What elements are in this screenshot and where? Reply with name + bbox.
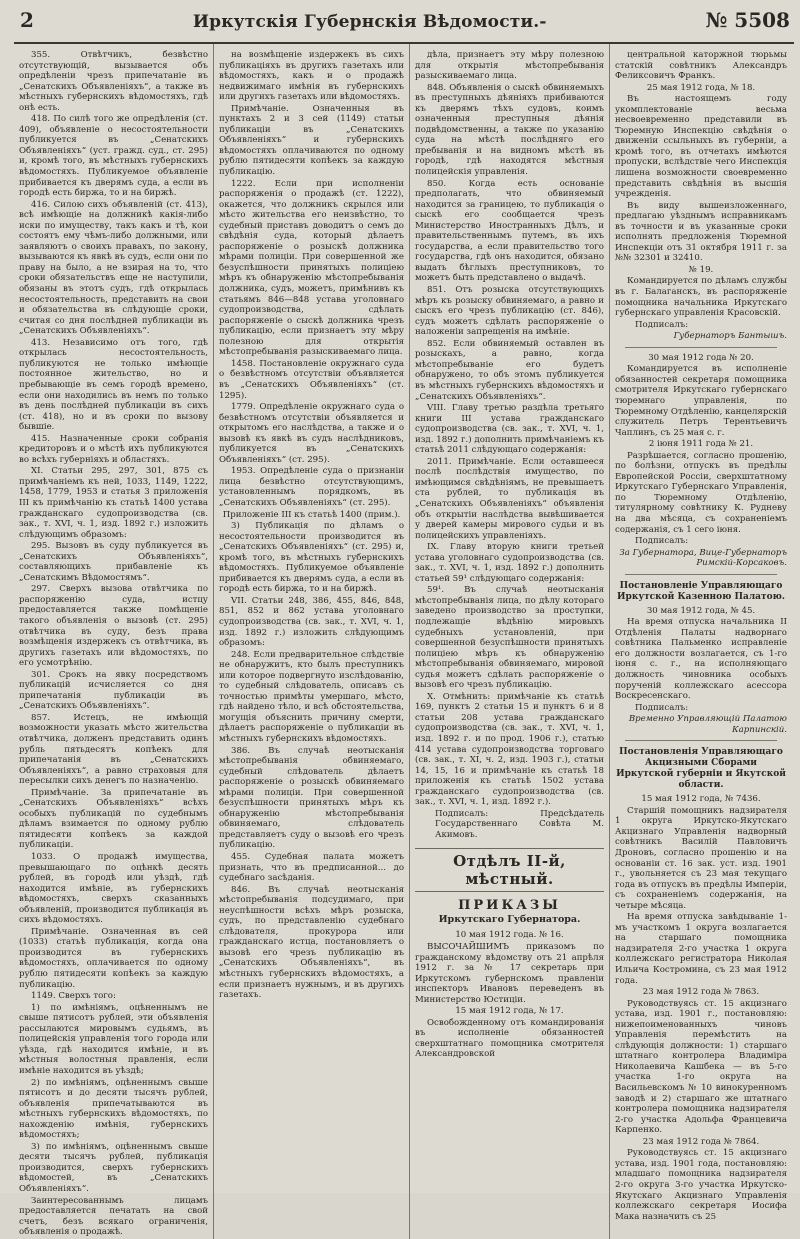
paragraph: Въ виду вышеизложеннаго, предлагаю уѣзднымъ исправникамъ въ точности и въ указанные сроки исполнять предложенія Тюремной Инспекціи отъ 31 октября 1911 г. за №№ 32301 и 32410. (615, 200, 787, 264)
paragraph: 850. Когда есть основаніе предполагать, что обвиняемый находится за границею, то публикація о сыскѣ его сообщается чрезъ Министерство Иностранныхъ Дѣлъ, и правительственнымъ путемъ, въ ихъ государства, а если правительство того государства, гдѣ онъ находится, обязано выдать бѣглыхъ преступниковъ, то можетъ быть представлено о выдачѣ. (415, 178, 604, 284)
paragraph: Старшій помощникъ надзирателя 1 округа Иркутско-Якутскаго Акцизнаго Управленія надворный совѣтникъ Василій Павловичъ Дроновъ, согласно прошенію и на основаніи ст. 16 зак. уст. изд. 1901 г., увольняется съ 23 мая текущаго года въ отпускъ въ предѣлы Имперіи, съ сохраненіемъ содержанія, на четыре мѣсяца. (615, 805, 787, 911)
signature-name: За Губернатора, Вице-Губернаторъ Римскій-Корсаковъ. (619, 547, 787, 569)
paragraph: центральной каторжной тюрьмы статскій совѣтникъ Александръ Феликсовичъ Франкъ. (615, 50, 787, 82)
paragraph: 59¹. Въ случаѣ неотысканія мѣстопребыванія лица, по дѣлу котораго заведено производство за проступки, подлежащіе вѣдѣнію мировыхъ судебныхъ установленій, при совершенной безуспѣшности принятыхъ полиціею мѣръ къ обнаруженію мѣстопребыванія обвиняемаго, мировой судья можетъ сдѣлать распоряженіе о вызовѣ его чрезъ публикацію. (415, 585, 604, 691)
orders-heading: ПРИКАЗЫ (458, 898, 561, 914)
signature-label: Подписалъ: (635, 702, 689, 713)
paragraph: 455. Судебная палата можетъ признать, что въ предписанной... до судебнаго засѣданія. (219, 852, 404, 884)
paragraph: VIII. Главу третью раздѣла третьяго книги III устава гражданскаго судопроизводства (св. зак., т. XVI, ч. 1, изд. 1892 г.) дополнить примѣчаніемъ къ статьѣ 2011 слѣдующаго содержанія: (415, 403, 604, 456)
paragraph: 851. Отъ розыска отсутствующихъ мѣръ къ розыску обвиняемаго, а равно и сыскъ его чрезъ публикацію (ст. 846), судъ можетъ сдѣлать распоряженіе о наложеніи запрещенія на имѣніе. (415, 285, 604, 338)
paragraph: ВЫСОЧАЙШИМЪ приказомъ по гражданскому вѣдомству отъ 21 апрѣля 1912 г. за № 17 секретарь при Иркутскомъ губернскомъ правленіи инспекторъ Ивановъ переведенъ въ Министерство Юстиціи. (415, 942, 604, 1005)
paragraph: 295. Вызовъ въ суду публикуется въ „Сенатскихъ Объявленіяхъ“, составляющихъ прибавленіе къ „Сенатскимъ Вѣдомостямъ“. (19, 541, 208, 583)
masthead (14, 8, 794, 44)
paragraph: Заинтересованнымъ лицамъ предоставляется печатать на свой счетъ, безъ всякаго ограниченія, объявленія о продажѣ. (19, 1195, 208, 1238)
paragraph: 2) по имѣніямъ, оцѣненнымъ свыше пятисотъ и до десяти тысячъ рублей, объявленія припечатываются въ мѣстныхъ губернскихъ вѣдомостяхъ, по нахожденію имѣнія, губернскихъ вѣдомостяхъ; (19, 1077, 208, 1141)
paragraph: Разрѣшается, согласно прошенію, по болѣзни, отпускъ въ предѣлы Европейской Россіи, сверхштатному Иркутскаго Губернскаго Управленія, по Тюремному Отдѣленію, титулярному совѣтнику К. Рудневу на два мѣсяца, съ сохраненіемъ содержанія, съ 1 сего іюня. (615, 450, 787, 535)
paragraph: 1458. Постановленіе окружнаго суда о безвѣстномъ отсутствіи объявляется въ „Сенатскихъ Объявленіяхъ“ (ст. 1295). (219, 358, 404, 401)
centered-line: 15 мая 1912 года, № 7436. (641, 794, 761, 805)
paragraph: 386. Въ случаѣ неотысканія мѣстопребыванія обвиняемаго, судебный слѣдователь дѣлаетъ распоряженіе о розыскѣ обвиняемаго мѣрами полиціи. При совершенной безуспѣшности принятыхъ мѣръ къ обнаруженію мѣстопребыванія обвиняемаго, слѣдователь представляетъ суду о вызовѣ его чрезъ публикацію. (219, 745, 404, 851)
orders-subheading: Иркутскаго Губернатора. (438, 914, 581, 926)
paragraph: IX. Главу вторую книги третьей устава уголовнаго судопроизводства (св. зак., т. XVI, ч. 1, изд. 1892 г.) дополнить статьей 59¹ слѣдующаго содержанія: (415, 542, 604, 584)
paragraph: 848. Объявленія о сыскѣ обвиняемыхъ въ преступныхъ дѣяніяхъ прибиваются къ дверямъ тѣхъ судовъ, коимъ означенныя преступныя дѣянія подвѣдомственны, а также по указанію суда на мѣстѣ послѣдняго его пребыванія и на видномъ мѣстѣ въ городѣ, гдѣ находятся мѣстныя полицейскія управленія. (415, 82, 604, 178)
paragraph: 248. Если предварительное слѣдствіе не обнаружитъ, кто былъ преступникъ или которое подвергнуто изслѣдованію, то судебный слѣдователь, описавъ съ точностью примѣты умершаго, мѣсто, гдѣ найдено тѣло, и всѣ обстоятельства, могущія объяснить причину смерти, дѣлаетъ распоряженіе о публикаціи въ мѣстныхъ губернскихъ вѣдомостяхъ. (219, 649, 404, 744)
paragraph: 1) по имѣніямъ, оцѣненнымъ не свыше пятисотъ рублей, эти объявленія рассылаются мировымъ судьямъ, въ полицейскія управленія того города или уѣзда, гдѣ находится имѣніе, и въ мѣстныя волостныя правленія, если имѣніе находится въ уѣздѣ; (19, 1002, 208, 1076)
paragraph: Командируется по дѣламъ службы въ г. Балаганскъ, въ распоряженіе помощника начальника Иркутскаго губернскаго управленія Красовскій. (615, 276, 787, 319)
signature-label: Подписалъ: Предсѣдатель Государственнаго Совѣта М. Акимовъ. (435, 808, 604, 840)
centered-line: Приложеніе III къ статьѣ 1400 (прим.). (222, 509, 401, 520)
centered-line: 2 іюня 1911 года № 21. (648, 439, 754, 450)
paragraph: 415. Назначенные сроки собранія кредиторовъ и о мѣстѣ ихъ публикуются во всѣхъ губерніяхъ и областяхъ. (19, 433, 208, 465)
paragraph: 413. Независимо отъ того, гдѣ открылась несостоятельность, публикуются не только имѣющіе постоянное жительство, но и пребывающіе въ семъ городѣ времено, если они находились въ немъ по только въ день послѣдней публикаціи въ сихъ (ст. 418), но и въ сроки по вызову бывшіе. (19, 337, 208, 433)
paragraph: 846. Въ случаѣ неотысканія мѣстопребыванія подсудимаго, при неуспѣшности всѣхъ мѣръ розыска, судъ, по представленію судебнаго слѣдователя, прокурора или гражданскаго истца, постановляетъ о вызовѣ его чрезъ публикацію въ „Сенатскихъ Объявленіяхъ“, въ мѣстныхъ губернскихъ вѣдомостяхъ, а если признаетъ нужнымъ, и въ другихъ газетахъ. (219, 884, 404, 1001)
section-heading: Постановленіе Управляющаго Иркутской Казенною Палатою. (617, 580, 785, 602)
paragraph: XI. Статьи 295, 297, 301, 875 съ примѣчаніемъ къ ней, 1033, 1149, 1222, 1458, 1779, 1953 и статья 3 приложенія III къ примѣчанію къ статьѣ 1400 устава гражданскаго судопроизводства (св. зак., т. XVI, ч. 1, изд. 1892 г.) изложить слѣдующимъ образомъ: (19, 466, 208, 540)
paragraph: Примѣчаніе. За припечатаніе въ „Сенатскихъ Объявленіяхъ“ всѣхъ особыхъ публикацій по судебнымъ дѣламъ взимается по одному рублю пятидесяти копѣекъ за каждой публикаціи. (19, 787, 208, 851)
centered-line: 23 мая 1912 года № 7864. (642, 1136, 760, 1147)
divider (625, 347, 777, 348)
centered-line: 10 мая 1912 года. № 16. (455, 930, 564, 941)
paragraph: 416. Силою сихъ объявленій (ст. 413), всѣ имѣющіе на должникѣ какія-либо иски по имуществу, такъ какъ и тѣ, кои состоятъ ему чѣмъ-либо должными, или заявляютъ о своихъ правахъ, по закону, вызываются къ явкѣ въ судъ, если они по праву на было, а не взирая на то, что сроки обязательствъ еще не наступили, обязаны въ этотъ судъ, гдѣ открылась несостоятельность, представить на свои и обязательства въ слѣдующіе сроки, считая со дня послѣдней публикаціи въ „Сенатскихъ Объявленіяхъ“. (19, 199, 208, 337)
paragraph: Въ настоящемъ году укомплектованіе весьма несвоевременно представили въ Тюремную Инспекцію свѣдѣнія о движеніи ссыльныхъ въ губерніи, а кромѣ того, въ отчетахъ имѣются пропуски, вслѣдствіе чего Инспекція лишена возможности своевременно представить свѣдѣнія въ высшія учрежденія. (615, 94, 787, 200)
paragraph: дѣла, признаетъ эту мѣру полезною для открытія мѣстопребыванія разыскиваемаго лица. (415, 50, 604, 82)
paragraph: 1033. О продажѣ имущества, превышающаго по оцѣнкѣ десять рублей, въ городѣ или уѣздѣ, гдѣ находится имѣніе, въ губернскихъ вѣдомостяхъ, сверхъ сказанныхъ объявленій, производится публикація въ сихъ вѣдомостяхъ. (19, 852, 208, 926)
paragraph: Примѣчаніе. Означенныя въ пунктахъ 2 и 3 сей (1149) статьи публикаціи въ „Сенатскихъ Объявленіяхъ“ и губернскихъ вѣдомостяхъ оплачиваются по одному рублю пятидесяти копѣекъ за каждую публикацію. (219, 103, 404, 178)
paragraph: 301. Срокъ на явку посредствомъ публикацій исчисляется со дня припечатанія публикаціи въ „Сенатскихъ Объявленіяхъ“. (19, 669, 208, 712)
divider (625, 740, 777, 741)
signature-name: Губернаторъ Бантышъ. (673, 331, 787, 342)
department-heading: Отдѣлъ II-й, мѣстный. (415, 848, 604, 892)
column-4 (610, 44, 792, 1239)
signature-name: Временно Управляющій Палатою Карпинскій. (628, 714, 787, 735)
column-2 (214, 44, 410, 1239)
centered-line: 30 мая 1912 года № 20. (648, 352, 754, 363)
paragraph: На время отпуска начальника II Отдѣленія Палаты надворнаго совѣтника Пальменко исправленіе его должности возлагается, съ 1-го іюня с. г., на исполняющаго должность чиновника особыхъ порученій коллежскаго асессора Воскресенскаго. (615, 617, 787, 702)
centered-line: № 19. (688, 264, 714, 275)
paragraph: 1953. Опредѣленіе суда о признаніи лица безвѣстно отсутствующимъ, установленнымъ порядкомъ, въ „Сенатскихъ Объявленіяхъ“ (ст. 295). (219, 466, 404, 508)
paragraph: 2011. Примѣчаніе. Если оставшееся послѣ послѣдствія имущество, по имѣющимся свѣдѣніямъ, не превышаетъ ста рублей, то публикація въ „Сенатскихъ Объявленіяхъ“ объявленія объ открытіи наслѣдства вывѣшивается у дверей камеры мирового судьи и въ полицейскихъ управленіяхъ. (415, 456, 604, 541)
centered-line: 15 мая 1912 года, № 17. (455, 1006, 564, 1017)
issue-number: № 5508 (705, 8, 790, 32)
paragraph: На время отпуска завѣдываніе 1-мъ участкомъ 1 округа возлагается на старшаго помощника надзирателя 2-го участка 1 округа коллежскаго регистратора Николая Ильича Костромина, съ 23 мая 1912 года. (615, 912, 787, 986)
paragraph: Освобожденному отъ командированія въ исполненіе обязанностей сверхштатнаго помощника смотрителя Александровской (415, 1017, 604, 1060)
centered-line: 30 мая 1912 года, № 45. (646, 605, 756, 616)
page-number: 2 (20, 8, 34, 32)
paragraph: 3) по имѣніямъ, оцѣненнымъ свыше десяти тысячъ рублей, публикація производится, сверхъ губернскихъ вѣдомостей, въ „Сенатскихъ Объявленіяхъ“. (19, 1141, 208, 1194)
paragraph: Примѣчаніе. Означенная въ сей (1033) статьѣ публикація, когда она производится въ губернскихъ вѣдомостяхъ, оплачивается по одному рублю пятидесяти копѣекъ за каждую публикацію. (19, 926, 208, 990)
paragraph: 857. Истецъ, не имѣющій возможности указать мѣсто жительства отвѣтчика, долженъ представить одинъ рубль пятьдесятъ копѣекъ для припечатанія въ „Сенатскихъ Объявленіяхъ“, а равно страховыя для пересылки сихъ денегъ по назначенію. (19, 712, 208, 787)
column-1 (14, 44, 214, 1239)
paragraph: X. Отмѣнить: примѣчаніе къ статьѣ 169, пунктъ 2 статьи 15 и пунктъ 6 и 8 статьи 208 устава гражданскаго судопроизводства (св. зак., т. XVI, ч. 1, изд. 1892 г. и по прод. 1906 г.), статью 414 устава судопроизводства торговаго (св. зак., т. XI, ч. 2, изд. 1903 г.), статьи 14, 15, 16 и примѣчаніе къ статьѣ 18 приложенія къ статьѣ 1502 устава гражданскаго судопроизводства (св. зак., т. XVI, ч. 1, изд. 1892 г.). (415, 691, 604, 808)
section-heading: Постановленія Управляющаго Акцизными Сборами Иркутской губерніи и Якутской области. (616, 747, 786, 791)
paragraph: Руководствуясь ст. 15 акцизнаго устава, изд. 1901 г., постановляю: нижепоименованныхъ чиновъ Управленія перемѣстить на слѣдующія должности: 1) старшаго штатнаго контролера Владиміра Николаевича Кашбека — въ 5-го участка 1-го округа на Васильевскомъ № 10 винокуренномъ заводѣ и 2) старшаго же штатнаго контролера помощника надзирателя 2-го участка Адольфа Францевича Карпенко. (615, 998, 787, 1136)
paragraph: 852. Если обвиняемый оставлен въ розыскахъ, а равно, когда мѣстопребываніе его будетъ обнаружено, то объ этомъ публикуется въ мѣстныхъ губернскихъ вѣдомостяхъ и „Сенатскихъ Объявленіяхъ“. (415, 338, 604, 402)
signature-label: Подписалъ: (635, 319, 689, 330)
paragraph: 3) Публикація по дѣламъ о несостоятельности производится въ „Сенатскихъ Объявленіяхъ“ (ст. 295) и, кромѣ того, въ мѣстныхъ губернскихъ вѣдомостяхъ. Публикуемое объявленіе прибивается къ дверямъ суда, а если въ городѣ есть биржа, то и на биржѣ. (219, 521, 404, 595)
centered-line: 23 мая 1912 года № 7863. (642, 987, 760, 998)
paragraph: 1149. Сверхъ того: (31, 991, 116, 1002)
paragraph: VII. Статьи 248, 386, 455, 846, 848, 851, 852 и 862 устава уголовнаго судопроизводства (св. зак., т. XVI, ч. 1, изд. 1892 г.) изложить слѣдующимъ образомъ: (219, 595, 404, 649)
paragraph: 355. Отвѣтчикъ, безвѣстно отсутствующій, вызывается объ опредѣленіи чрезъ припечатаніе въ „Сенатскихъ Объявленіяхъ“, а также въ мѣстныхъ губернскихъ вѣдомостяхъ, гдѣ онѣ есть. (19, 50, 208, 113)
divider (625, 574, 777, 575)
signature-label: Подписалъ: (635, 536, 689, 547)
paragraph: 1779. Опредѣленіе окружнаго суда о безвѣстномъ отсутствіи объявляется и открытомъ его наслѣдства, а также и о вызовѣ къ явкѣ въ судъ наслѣдниковъ, публикуется въ „Сенатскихъ Объявленіяхъ“ (ст. 295). (219, 402, 404, 465)
newspaper-title: Иркутскія Губернскія Вѣдомости.- (192, 12, 547, 32)
paragraph: Командируется въ исполненіе обязанностей секретаря помощника смотрителя Иркутскаго губернскаго тюремнаго управленія, по Тюремному Отдѣленію, канцелярскій служитель Петръ Терентьевичъ Чаплинъ, съ 25 мая с. г. (615, 364, 787, 438)
paragraph: на возмѣщеніе издержекъ въ сихъ публикаціяхъ въ другихъ газетахъ или вѣдомостяхъ, какъ и о продажѣ недвижимаго имѣнія въ губернскихъ или другихъ газетахъ или вѣдомостяхъ. (219, 50, 404, 103)
paragraph: 1222. Если при исполненіи распоряженія о продажѣ (ст. 1222), окажется, что должникъ скрылся или мѣсто жительства его неизвѣстно, то судебный приставъ доводитъ о семъ до свѣдѣнія суда, который дѣлаетъ распоряженіе о розыскѣ должника мѣрами полиціи. При совершенной же безуспѣшности принятыхъ полиціею мѣръ къ обнаруженію мѣстопребыванія должника, судъ, можетъ, примѣнивъ къ статьямъ 846—848 устава уголовнаго судопроизводства, сдѣлать распоряженіе о сыскѣ должника чрезъ публикацію, если признаетъ эту мѣру полезною для открытія мѣстопребыванія разыскиваемаго лица. (219, 178, 404, 358)
text-columns (14, 44, 794, 1238)
paragraph: Руководствуясь ст. 15 акцизнаго устава, изд. 1901 года, постановляю: младшаго помощника надзирателя 2-го округа 3-го участка Иркутско-Якутскаго Акцизнаго Управленія коллежскаго секретаря Иосифа Мака назначить съ 25 (615, 1148, 787, 1222)
paragraph: 297. Сверхъ вызова отвѣтчика по распоряженію суда, истцу предоставляется также помѣщеніе такого объявленія о вызовѣ (ст. 295) отвѣтчика въ суду, безъ права возмѣщенія издержекъ съ отвѣтчика, въ другихъ газетахъ или вѣдомостяхъ, по его усмотрѣнію. (19, 584, 208, 669)
column-3 (410, 44, 610, 1239)
paragraph: 418. По силѣ того же опредѣленія (ст. 409), объявленіе о несостоятельности публикуется въ „Сенатскихъ Объявленіяхъ“ (уст. гражд. суд., ст. 295) и, кромѣ того, въ мѣстныхъ губернскихъ вѣдомостяхъ. Публикуемое объявленіе прибивается къ дверямъ суда, а если въ городѣ есть биржа, то и на биржѣ. (19, 114, 208, 199)
centered-line: 25 мая 1912 года, № 18. (646, 82, 756, 93)
